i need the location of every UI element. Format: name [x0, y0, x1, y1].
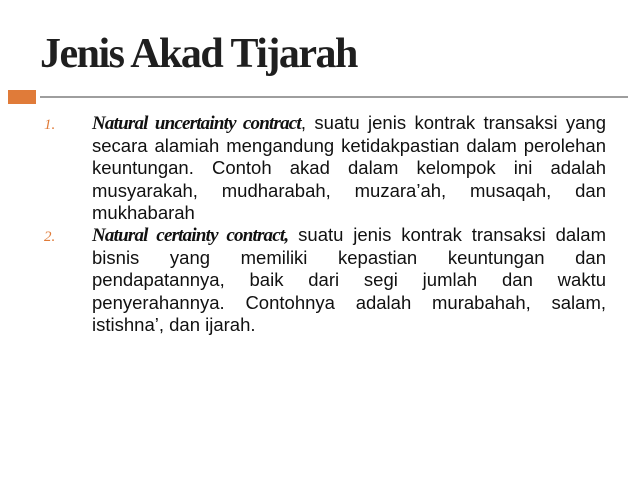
list-item-text: [92, 224, 606, 336]
term-punctuation: ,: [284, 225, 289, 247]
list-item-text: [92, 112, 606, 224]
term-label: Natural certainty contract: [92, 225, 285, 247]
list-item: [40, 224, 606, 336]
term-punctuation: ,: [300, 112, 307, 133]
term-label: Natural uncertainty contract: [92, 113, 301, 134]
title-divider: [40, 96, 628, 98]
title-accent-box: [8, 90, 36, 104]
term-description: suatu jenis kontrak transaksi yang secara alamiah mengandung ketidakpastian dalam perolehan keuntungan. Contoh akad dalam kelompok ini adalah musyarakah, mudharabah, muzara’ah, musaqah, dan mukhabarah: [92, 112, 606, 223]
term-description: suatu jenis kontrak transaksi dalam bisnis yang memiliki kepastian keuntungan dan pendapatannya, baik dari segi jumlah dan waktu penyerahannya. Contohnya adalah murabahah, salam, istishna’, dan ijarah.: [92, 224, 606, 335]
list-item-number: 2.: [44, 229, 56, 246]
definition-list: [40, 112, 606, 336]
slide-title: Jenis Akad Tijarah: [40, 31, 357, 77]
list-item-number: 1.: [44, 117, 56, 133]
list-item: [40, 112, 606, 224]
